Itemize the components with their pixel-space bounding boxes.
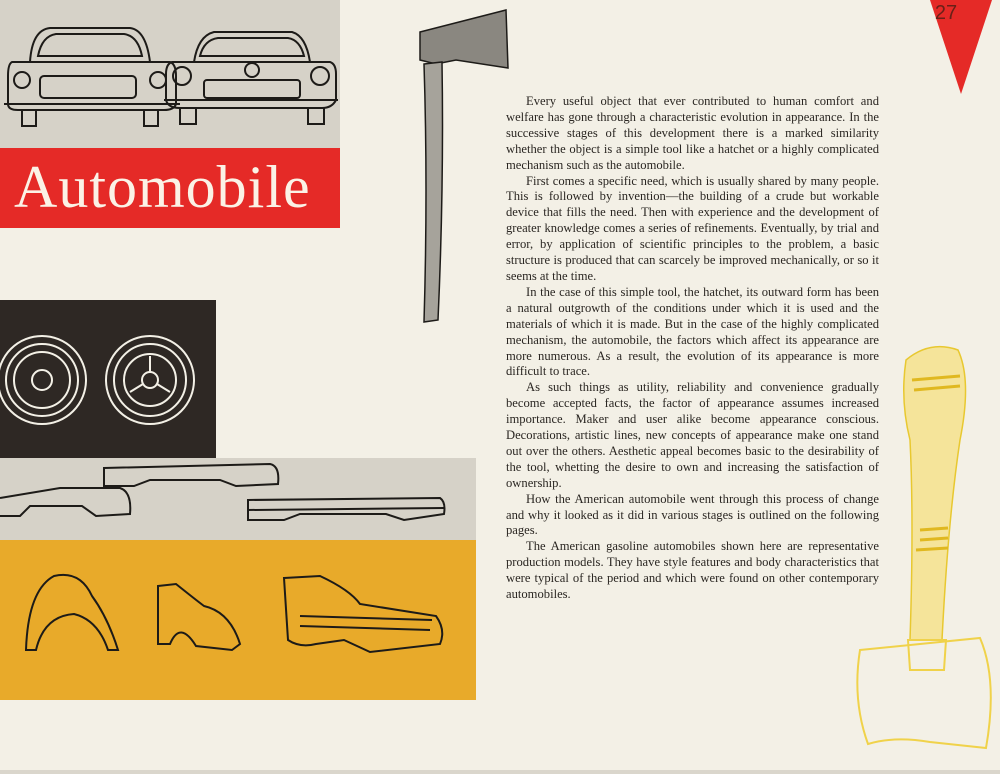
body-text [506, 94, 879, 603]
wheels-illustration [0, 300, 216, 458]
paragraph: In the case of this simple tool, the hatchet, its outward form has been a natural outgrowth of the conditions under which it is used and the materials of which it is made. But in the case of the highly complicated mechanism, the automobile, the factors which affect its appearance are more numerous. As a result, the evolution of its appearance is more difficult to trace. [506, 284, 879, 379]
paragraph: First comes a specific need, which is usually shared by many people. This is followed by invention—the building of a crude but workable device that fills the need. Then with experience and the development of greater knowledge comes a series of refinements. Eventually, by trial and error, by application of scientific principles to the problem, a basic structure is produced that can scarcely be improved mechanically, or so it seems at the time. [506, 173, 879, 283]
paragraph: How the American automobile went through this process of change and why it looked as it did in various stages is outlined on the following pages. [506, 491, 879, 538]
paragraph: The American gasoline automobiles shown here are representative production models. They have style features and body characteristics that were typical of the period and which were found on other contemporary automobiles. [506, 539, 879, 602]
fenders-drawing [0, 540, 476, 700]
car-bodies-drawing [0, 458, 476, 540]
paragraph: Every useful object that ever contributed to human comfort and welfare has gone through a characteristic evolution in appearance. In the successive stages of this development there is a marked similarity whether the object is a simple tool like a hatchet or a highly complicated mechanism such as the automobile. [506, 94, 879, 172]
primitive-hatchet-illustration [412, 8, 512, 328]
car-fronts-drawing [0, 0, 340, 148]
modern-hatchet-drawing [830, 340, 1000, 760]
paragraph: As such things as utility, reliability and convenience gradually become accepted facts, the factor of appearance assumes increased importance. Maker and user alike become appearance conscious. Decorations, artistic lines, new concepts of appearance make one stand out over the others. Aesthetic appeal becomes basic to the desirability of the tool, whetting the desire to own and increasing the satisfaction of ownership. [506, 380, 879, 490]
car-fronts-illustration [0, 0, 340, 148]
hubcaps-drawing [0, 300, 216, 458]
modern-hatchet-illustration [830, 340, 1000, 760]
page-number: 27 [934, 2, 958, 24]
fenders-illustration [0, 540, 476, 700]
page-title: Automobile [14, 154, 311, 220]
bottom-edge [0, 770, 1000, 774]
primitive-hatchet-drawing [412, 8, 512, 328]
car-bodies-illustration [0, 458, 476, 540]
